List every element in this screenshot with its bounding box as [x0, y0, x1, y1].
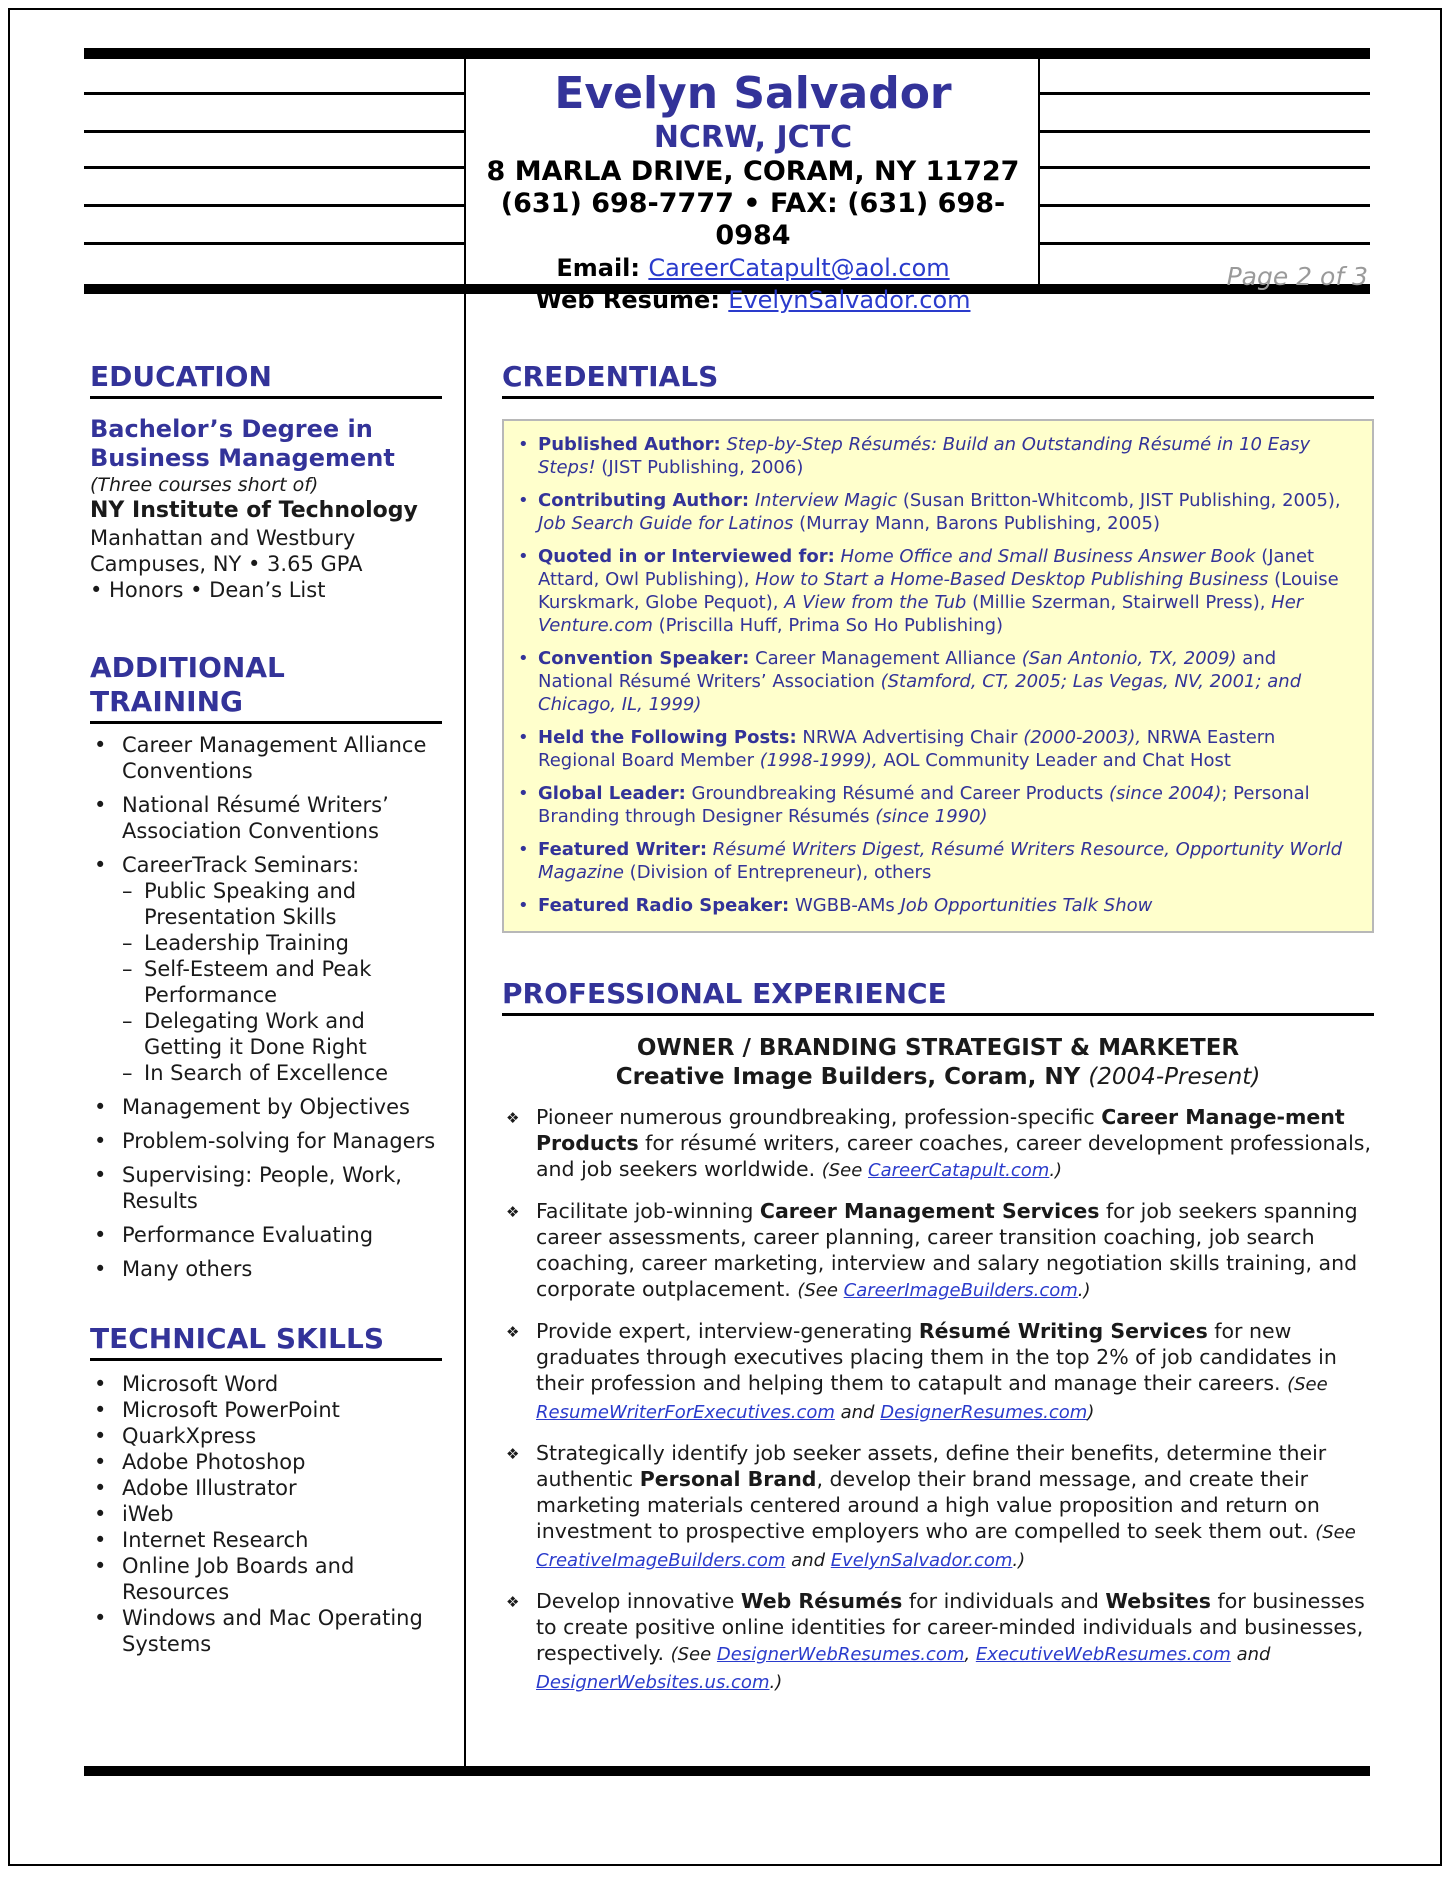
header-rule [84, 242, 466, 245]
job-company [502, 1063, 1374, 1092]
list-item: • Many others [90, 1256, 442, 1282]
credential-item: • Featured Radio Speaker: WGBB-AMs Job Opportunities Talk Show [516, 894, 1354, 917]
email-link[interactable]: CareerCatapult@aol.com [648, 254, 950, 282]
credential-item: • Contributing Author: Interview Magic (Susan Britton-Whitcomb, JIST Publishing, 2005), Job Search Guide for Latinos (Murray Mann, Barons Publishing, 2005) [516, 489, 1354, 535]
left-column [90, 360, 442, 1657]
list-item: • Supervising: People, Work, Results [90, 1162, 442, 1214]
skills-title: TECHNICAL SKILLS [90, 1322, 442, 1361]
resume-writer-executives-link[interactable]: ResumeWriterForExecutives.com [536, 1402, 835, 1423]
experience-item: ❖ Pioneer numerous groundbreaking, profession-specific Career Manage-ment Products for résumé writers, career coaches, career development professionals, and job seekers worldwide. (See CareerCatapult.com.) [502, 1104, 1374, 1184]
list-item: • Problem-solving for Managers [90, 1128, 442, 1154]
address: 8 MARLA DRIVE, CORAM, NY 11727 [486, 156, 1020, 187]
footer-thick-rule [84, 1766, 1370, 1776]
list-item-label: CareerTrack Seminars: [122, 853, 360, 877]
header-rule [1038, 92, 1370, 95]
job-dates: (2004-Present) [1088, 1064, 1261, 1090]
career-image-builders-link[interactable]: CareerImageBuilders.com [843, 1280, 1078, 1301]
credential-item: • Featured Writer: Résumé Writers Digest, Résumé Writers Resource, Opportunity World Magazine (Division of Entrepreneur), others [516, 838, 1354, 884]
list-item [90, 852, 442, 1086]
list-item: • Internet Research [90, 1527, 442, 1553]
list-item: • Management by Objectives [90, 1094, 442, 1120]
web-label: Web Résumé: [535, 286, 720, 314]
degree-note: (Three courses short of) [90, 474, 319, 496]
contact-header [466, 68, 1040, 316]
email-line [466, 252, 1040, 284]
right-column [502, 360, 1374, 1710]
credential-item: • Global Leader: Groundbreaking Résumé and Career Products (since 2004); Personal Branding through Designer Résumés (since 1990) [516, 782, 1354, 828]
list-item: – Delegating Work and Getting it Done Right [122, 1008, 442, 1060]
credentials-box [502, 419, 1374, 933]
experience-item: ❖ Facilitate job-winning Career Management Services for job seekers spanning career assessments, career planning, career transition coaching, job search coaching, career marketing, interview and salary negotiation skills training, and corporate outplacement. (See CareerImageBuilders.com.) [502, 1198, 1374, 1304]
skills-list [90, 1371, 442, 1657]
degree: Bachelor’s Degree in Business Management [90, 415, 395, 472]
web-resume-link[interactable]: EvelynSalvador.com [728, 286, 971, 314]
list-item: – In Search of Excellence [122, 1060, 442, 1086]
evelyn-salvador-link[interactable]: EvelynSalvador.com [830, 1550, 1013, 1571]
company-name: Creative Image Builders, Coram, NY [615, 1064, 1081, 1090]
header-rule [1038, 130, 1370, 133]
credential-item: • Convention Speaker: Career Management Alliance (San Antonio, TX, 2009) and National Résumé Writers’ Association (Stamford, CT, 2005; Las Vegas, NV, 2001; and Chicago, IL, 1999) [516, 647, 1354, 716]
experience-item: ❖ Develop innovative Web Résumés for individuals and Websites for businesses to create positive online identities for career-minded individuals and businesses, respectively. (See DesignerWebResumes.com, ExecutiveWebResumes.com and DesignerWebsites.us.com.) [502, 1588, 1374, 1696]
phone-fax: (631) 698-7777 • FAX: (631) 698-0984 [500, 188, 1006, 251]
header-rule [84, 130, 466, 133]
honors: • Honors • Dean’s List [90, 578, 326, 602]
credential-item: • Published Author: Step-by-Step Résumés: Build an Outstanding Résumé in 10 Easy Steps! (JIST Publishing, 2006) [516, 433, 1354, 479]
list-item: • Career Management Alliance Conventions [90, 732, 442, 784]
email-label: Email: [556, 254, 641, 282]
list-item: • Windows and Mac Operating Systems [90, 1605, 442, 1657]
education-title: EDUCATION [90, 360, 442, 399]
credentials-title: CREDENTIALS [502, 360, 1374, 399]
credentials-list [516, 433, 1354, 917]
list-item: – Self-Esteem and Peak Performance [122, 956, 442, 1008]
list-item: • Online Job Boards and Resources [90, 1553, 442, 1605]
list-item: • Performance Evaluating [90, 1222, 442, 1248]
resume-page [8, 8, 1442, 1866]
header-rule [84, 92, 466, 95]
candidate-credentials: NCRW, JCTC [653, 120, 853, 155]
experience-list [502, 1104, 1374, 1696]
training-list [90, 732, 442, 1282]
executive-web-resumes-link[interactable]: ExecutiveWebResumes.com [975, 1644, 1231, 1665]
top-thick-rule [84, 48, 1370, 59]
list-item: • Microsoft Word [90, 1371, 442, 1397]
list-item: • Microsoft PowerPoint [90, 1397, 442, 1423]
designer-web-resumes-link[interactable]: DesignerWebResumes.com [716, 1644, 965, 1665]
column-divider [464, 292, 466, 1768]
credential-item: • Held the Following Posts: NRWA Advertising Chair (2000-2003), NRWA Eastern Regional Board Member (1998-1999), AOL Community Leader and Chat Host [516, 726, 1354, 772]
creative-image-builders-link[interactable]: CreativeImageBuilders.com [536, 1550, 786, 1571]
school-name: NY Institute of Technology [90, 498, 418, 523]
training-rule [90, 721, 442, 724]
designer-resumes-link[interactable]: DesignerResumes.com [880, 1402, 1088, 1423]
experience-item: ❖ Provide expert, interview-generating Résumé Writing Services for new graduates through executives placing them in the top 2% of job candidates in their profession and helping them to catapult and manage their careers. (See ResumeWriterForExecutives.com and DesignerResumes.com) [502, 1318, 1374, 1426]
web-line [466, 284, 1040, 316]
candidate-name: Evelyn Salvador [554, 68, 952, 119]
list-item: • Adobe Photoshop [90, 1449, 442, 1475]
list-item: – Leadership Training [122, 930, 442, 956]
school-location: Manhattan and Westbury Campuses, NY • 3.65 GPA [90, 526, 363, 576]
header-rule [84, 166, 466, 169]
header-rule [84, 204, 466, 207]
job-title: OWNER / BRANDING STRATEGIST & MARKETER [636, 1035, 1240, 1061]
list-item: • Adobe Illustrator [90, 1475, 442, 1501]
list-item: • iWeb [90, 1501, 442, 1527]
page-number: Page 2 of 3 [1226, 262, 1368, 291]
experience-item: ❖ Strategically identify job seeker assets, define their benefits, determine their authentic Personal Brand, develop their brand message, and create their marketing materials centered around a high value proposition and return on investment to prospective employers who are compelled to seek them out. (See CreativeImageBuilders.com and EvelynSalvador.com.) [502, 1440, 1374, 1574]
experience-title: PROFESSIONAL EXPERIENCE [502, 977, 1374, 1016]
career-catapult-link[interactable]: CareerCatapult.com [868, 1160, 1050, 1181]
list-item: • National Résumé Writers’ Association Conventions [90, 792, 442, 844]
seminar-list [122, 878, 442, 1086]
list-item: – Public Speaking and Presentation Skills [122, 878, 442, 930]
header-rule [1038, 204, 1370, 207]
list-item: • QuarkXpress [90, 1423, 442, 1449]
header-rule [1038, 242, 1370, 245]
training-title: ADDITIONAL TRAINING [90, 651, 285, 718]
header-rule [1038, 166, 1370, 169]
designer-websites-link[interactable]: DesignerWebsites.us.com [536, 1672, 770, 1693]
credential-item: • Quoted in or Interviewed for: Home Office and Small Business Answer Book (Janet Attard, Owl Publishing), How to Start a Home-Based Desktop Publishing Business (Louise Kurskmark, Globe Pequot), A View from the Tub (Millie Szerman, Stairwell Press), Her Venture.com (Priscilla Huff, Prima So Ho Publishing) [516, 545, 1354, 637]
